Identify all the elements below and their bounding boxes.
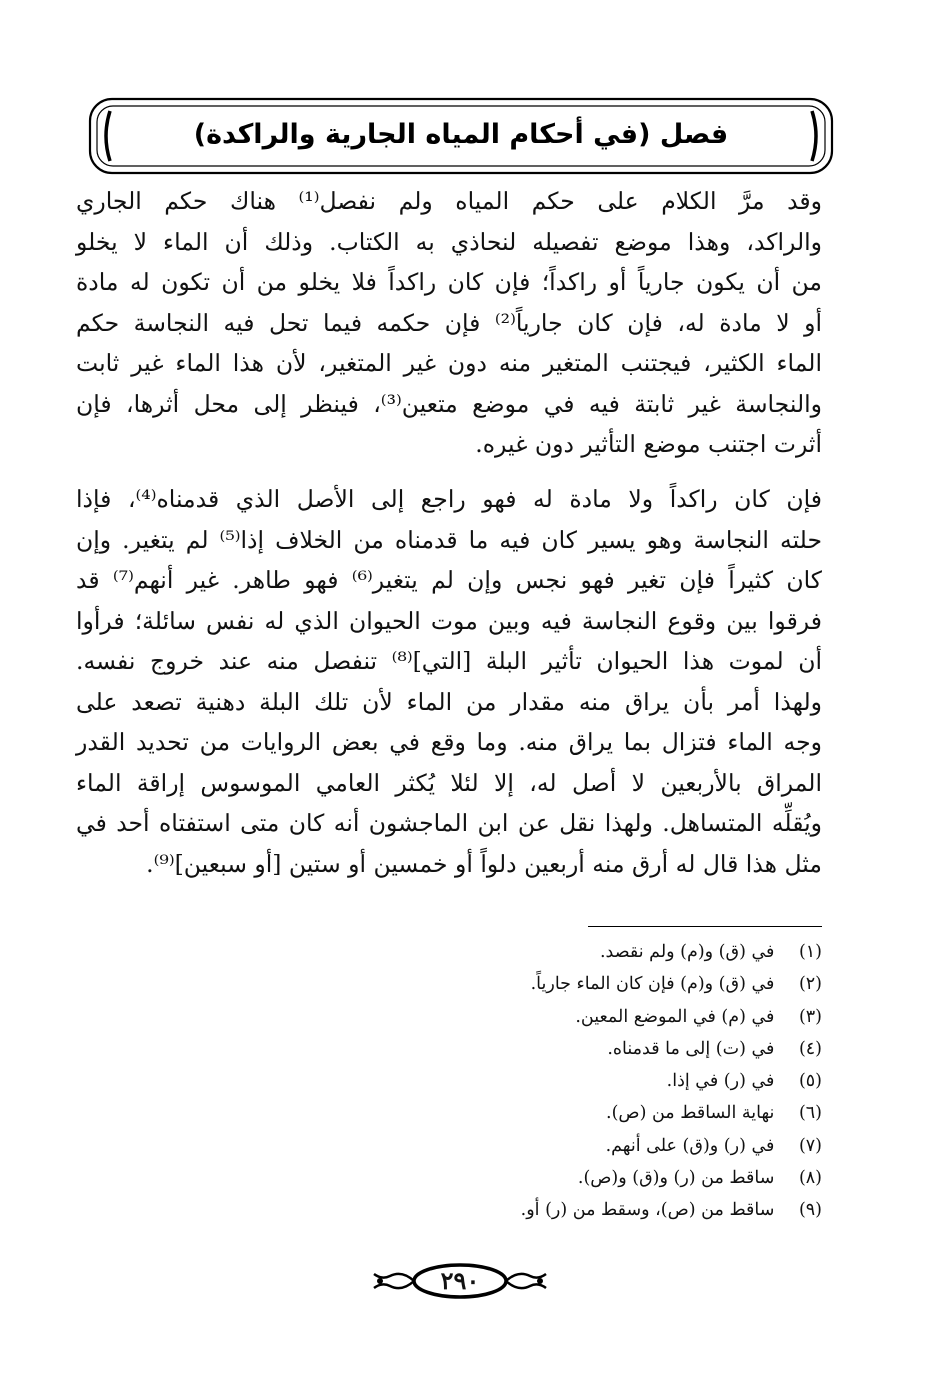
text-line: والراكد، وهذا موضع تفصيله لنحاذي به الكتاب. وذلك أن الماء لا يخلو xyxy=(76,227,822,256)
text-line: من أن يكون جارياً أو راكداً؛ فإن كان راكداً فلا يخلو من أن تكون له مادة xyxy=(76,268,822,296)
footnote xyxy=(262,968,822,1000)
text-line: الماء الكثير، فيجتنب المتغير منه دون غير المتغير، لأن هذا الماء غير ثابت xyxy=(76,349,822,377)
footnote xyxy=(262,1194,822,1226)
footnote-number: (١) xyxy=(798,942,822,962)
text-line: أو لا مادة له، فإن كان جارياً⁽²⁾ فإن حكمه فيما تحل فيه النجاسة حكم xyxy=(76,308,823,337)
footnote-text: في (ر) في إذا. xyxy=(666,1071,775,1092)
paragraph-2 xyxy=(76,479,822,884)
footnote-number: (٨) xyxy=(798,1168,822,1189)
footnote-text: في (م) في الموضع المعين. xyxy=(575,1006,775,1027)
text-line: فإن كان راكداً ولا مادة له فهو راجع إلى الأصل الذي قدمناه⁽⁴⁾، فإذا xyxy=(76,485,822,513)
text-line: مثل هذا قال له أرق منه أربعين دلواً أو خمسين أو ستين [أو سبعين]⁽⁹⁾. xyxy=(146,849,822,878)
footnote-text: في (ق) و(م) ولم نقصد. xyxy=(599,942,775,962)
footnote-text: في (ر) و(ق) على أنهم. xyxy=(605,1135,775,1156)
footnote-number: (٦) xyxy=(798,1103,822,1124)
footnote-separator xyxy=(588,926,822,927)
footnote xyxy=(262,1097,822,1129)
footnote-text: ساقط من (ر) و(ق) و(ص). xyxy=(577,1168,775,1189)
footnote-number: (٥) xyxy=(798,1071,822,1092)
text-line: المراق بالأربعين لا أصل له، إلا لئلا يُكثر العامي الموسوس إراقة الماء xyxy=(76,768,822,797)
text-line: وجه الماء فتزال بما يراق منه. وما وقع في بعض الروايات من تحديد القدر xyxy=(76,728,822,756)
chapter-title-frame xyxy=(88,97,834,175)
footnote-text: ساقط من (ص)، وسقط من (ر) أو. xyxy=(520,1200,775,1221)
page-number-ornament xyxy=(360,1258,560,1304)
text-line: أن لموت هذا الحيوان تأثير البلة [التي]⁽⁸⁾ تنفصل منه عند خروج نفسه. xyxy=(76,647,822,675)
footnote-text: نهاية الساقط من (ص). xyxy=(606,1103,775,1124)
footnote-text: في (ت) إلى ما قدمناه. xyxy=(607,1038,775,1059)
footnote-number: (٢) xyxy=(798,974,822,995)
text-line: والنجاسة غير ثابتة فيه في موضع متعين⁽³⁾، فينظر إلى محل أثرها، فإن xyxy=(76,389,822,418)
text-line: كان كثيراً فإن تغير فهو نجس وإن لم يتغير⁽⁶⁾ فهو طاهر. غير أنهم⁽⁷⁾ قد xyxy=(76,566,822,594)
footnote xyxy=(262,1130,822,1162)
paragraph-1 xyxy=(76,181,822,465)
footnote xyxy=(262,1162,822,1194)
text-line: وقد مرَّ الكلام على حكم المياه ولم نفصل⁽¹⁾ هناك حكم الجاري xyxy=(76,187,822,215)
footnotes xyxy=(262,936,822,1227)
footnote xyxy=(262,1001,822,1033)
footnote xyxy=(262,1033,822,1065)
footnote-text: في (ق) و(م) فإن كان الماء جارياً. xyxy=(530,974,775,995)
chapter-title: فصل (في أحكام المياه الجارية والراكدة) xyxy=(193,119,729,150)
text-line: فرقوا بين وقوع النجاسة فيه وبين موت الحيوان الذي له نفس سائلة؛ فرأوا xyxy=(76,606,822,635)
footnote-number: (٤) xyxy=(798,1038,822,1059)
footnote xyxy=(262,1065,822,1097)
text-line: أثرت اجتنب موضع التأثير دون غيره. xyxy=(475,430,822,458)
text-line: ولهذا أمر بأن يراق منه مقدار من الماء لأن تلك البلة دهنية تصعد على xyxy=(76,687,822,716)
footnote-number: (٣) xyxy=(798,1006,822,1027)
text-line: حلته النجاسة وهو يسير كان فيه ما قدمناه من الخلاف إذا⁽⁵⁾ لم يتغير. وإن xyxy=(76,525,822,554)
footnote xyxy=(262,936,822,968)
text-line: ويُقلِّه المتساهل. ولهذا نقل عن ابن الماجشون أنه كان متى استفتاه أحد في xyxy=(76,809,822,837)
page-number: ٢٩٠ xyxy=(440,1266,480,1295)
footnote-number: (٧) xyxy=(798,1135,822,1156)
footnote-number: (٩) xyxy=(798,1200,822,1221)
